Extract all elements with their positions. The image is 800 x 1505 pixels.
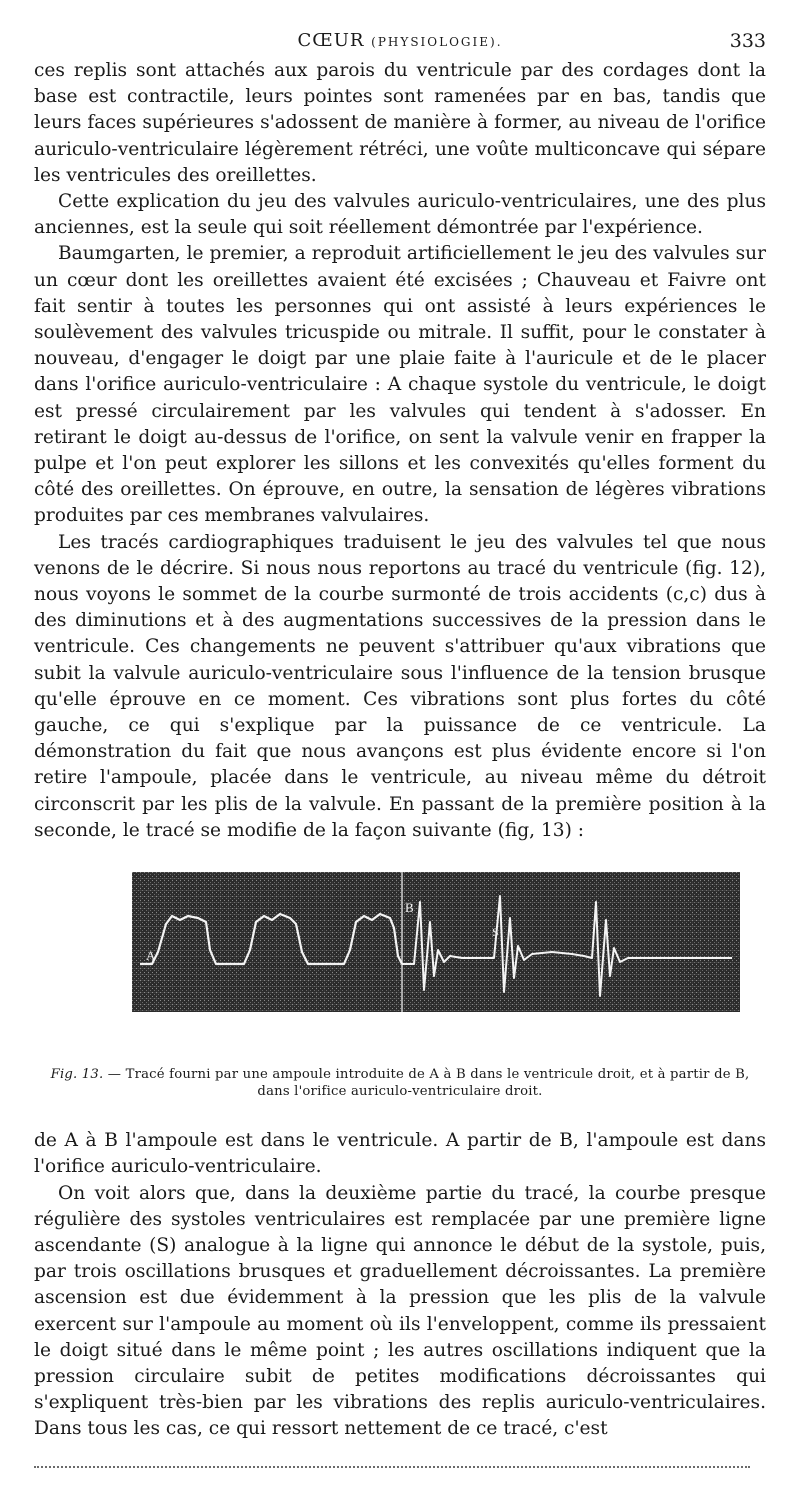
caption-label: Fig. 13. <box>50 1067 104 1083</box>
page-number: 333 <box>729 30 766 52</box>
paragraph-ampoule: de A à B l'ampoule est dans le ventricule. A partir de B, l'ampoule est dans l'orifice auriculo-ventriculaire. <box>34 1130 766 1178</box>
paragraph-analysis: On voit alors que, dans la deuxième partie du tracé, la courbe presque régulière des systoles ventriculaires est remplacée par une première ligne ascendante (S) analogue à la ligne qui annonce le début de la systole, puis, par trois oscillations brusques et graduellement décroissantes. La première ascension est due évidemment à la pression que les plis de la valvule exercent sur l'ampoule au moment où ils l'enveloppent, comme ils pressaient le doigt situé dans le même point ; les autres oscillations indiquent que la pression circulaire subit de petites modifications décroissantes qui s'expliquent très-bien par les vibrations des replis auriculo-ventriculaires. Dans tous les cas, ce qui ressort nettement de ce tracé, c'est <box>34 1182 766 1440</box>
caption-text: — Tracé fourni par une ampoule introduite de A à B dans le ventricule droit, et à partir de B, dans l'orifice auriculo-ventriculaire droit. <box>107 1067 750 1100</box>
paragraph-baumgarten: Baumgarten, le premier, a reproduit artificiellement le jeu des valvules sur un cœur dont les oreillettes avaient été excisées ; Chauveau et Faivre ont fait sentir à toutes les personnes qui ont assisté à leurs expériences le soulèvement des valvules tricuspide ou mitrale. Il suffit, pour le constater à nouveau, d'engager le doigt par une plaie faite à l'auricule et de le placer dans l'orifice auriculo-ventriculaire : A chaque systole du ventricule, le doigt est pressé circulairement par les valvules qui tendent à s'adosser. En retirant le doigt au-dessus de l'orifice, on sent la valvule venir en frapper la pulpe et l'on peut explorer les sillons et les convexités qu'elles forment du côté des oreillettes. On éprouve, en outre, la sensation de légères vibrations produites par ces membranes valvulaires. <box>34 243 766 527</box>
cardiographic-tracing <box>132 872 740 1012</box>
running-title-main: CŒUR <box>297 30 365 51</box>
running-title <box>34 30 766 51</box>
book-page <box>34 0 766 1443</box>
tracing-label-a: A <box>146 948 156 964</box>
paragraph-traces: Les tracés cardiographiques traduisent le jeu des valvules tel que nous venons de le décrire. Si nous nous reportons au tracé du ventricule (fig. 12), nous voyons le sommet de la courbe surmonté de trois accidents (c,c) dus à des diminutions et à des augmentations successives de la pression dans le ventricule. Ces changements ne peuvent s'attribuer qu'aux vibrations que subit la valvule auriculo-ventriculaire sous l'influence de la tension brusque qu'elle éprouve en ce moment. Ces vibrations sont plus fortes du côté gauche, ce qui s'explique par la puissance de ce ventricule. La démonstration du fait que nous avançons est plus évidente encore si l'on retire l'ampoule, placée dans le ventricule, au niveau même du détroit circonscrit par les plis de la valvule. En passant de la première position à la seconde, le tracé se modifie de la façon suivante (fig, 13) : <box>34 531 766 841</box>
tracing-grid <box>132 872 740 1012</box>
running-title-subtitle: (PHYSIOLOGIE). <box>371 35 503 49</box>
paragraph-explanation: Cette explication du jeu des valvules auriculo-ventriculaires, une des plus anciennes, est la seule qui soit réellement démontrée par l'expérience. <box>34 191 766 239</box>
running-head <box>34 0 766 58</box>
figure-13 <box>34 862 766 1054</box>
tracing-label-s: S <box>492 925 499 940</box>
figure-caption <box>34 1066 766 1100</box>
footer-rule <box>34 1466 750 1470</box>
paragraph-continued: ces replis sont attachés aux parois du ventricule par des cordages dont la base est contractile, leurs pointes sont ramenées par en bas, tandis que leurs faces supérieures s'adossent de manière à former, au niveau de l'orifice auriculo-ventriculaire légèrement rétréci, une voûte multiconcave qui sépare les ventricules des oreillettes. <box>34 60 766 186</box>
tracing-label-b: B <box>405 900 414 916</box>
